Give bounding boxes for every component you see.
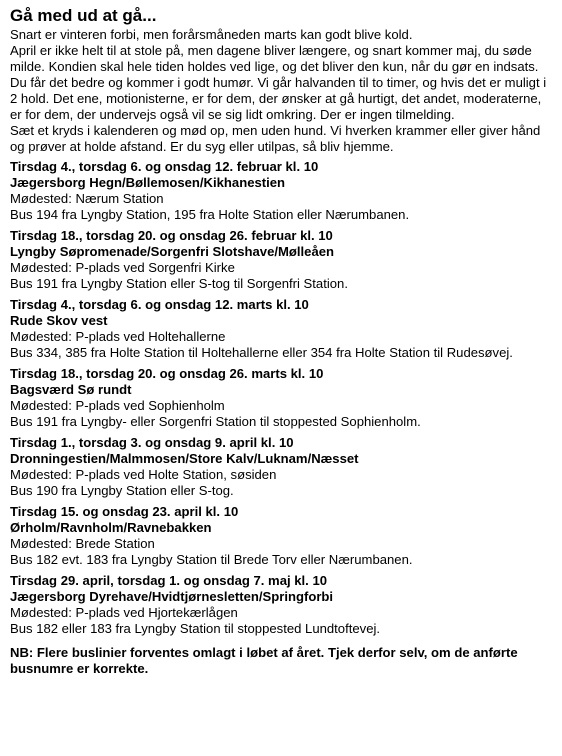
event-bus-info: Bus 194 fra Lyngby Station, 195 fra Holte Station eller Nærumbanen. (10, 207, 410, 222)
intro-paragraph: April er ikke helt til at stole på, men dagene bliver længere, og snart kommer maj, du søde milde. Kondien skal hele tiden holdes ved lige, og det bliver den kun, når du gør en indsats. Du får det bedre og kommer i godt humør. Vi går halvanden til to timer, og hvis det er muligt i 2 hold. Det ene, motionisterne, er for dem, der ønsker at gå hurtigt, det andet, moderaterne, er for dem, der undervejs også vil se sig lidt omkring. Der er ingen tilmelding. (10, 43, 547, 122)
event-date: Tirsdag 1., torsdag 3. og onsdag 9. april kl. 10 (10, 435, 294, 450)
event-item (10, 573, 552, 637)
event-date: Tirsdag 29. april, torsdag 1. og onsdag 7. maj kl. 10 (10, 573, 328, 588)
event-item (10, 366, 552, 430)
event-meeting-place: Mødested: Brede Station (10, 536, 155, 551)
event-bus-info: Bus 191 fra Lyngby- eller Sorgenfri Station til stoppested Sophienholm. (10, 414, 421, 429)
event-route: Bagsværd Sø rundt (10, 382, 132, 397)
event-route: Ørholm/Ravnholm/Ravnebakken (10, 520, 212, 535)
event-date: Tirsdag 15. og onsdag 23. april kl. 10 (10, 504, 239, 519)
intro-paragraph: Snart er vinteren forbi, men forårsmåneden marts kan godt blive kold. (10, 27, 413, 42)
event-list (10, 159, 552, 637)
event-date: Tirsdag 18., torsdag 20. og onsdag 26. marts kl. 10 (10, 366, 324, 381)
event-route: Lyngby Søpromenade/Sorgenfri Slotshave/Mølleåen (10, 244, 335, 259)
event-route: Jægersborg Hegn/Bøllemosen/Kikhanestien (10, 175, 286, 190)
event-item (10, 297, 552, 361)
intro-text (10, 27, 552, 155)
event-item (10, 159, 552, 223)
event-meeting-place: Mødested: P-plads ved Holte Station, søsiden (10, 467, 277, 482)
event-route: Dronningestien/Malmmosen/Store Kalv/Luknam/Næsset (10, 451, 359, 466)
intro-paragraph: Sæt et kryds i kalenderen og mød op, men uden hund. Vi hverken krammer eller giver hånd og prøver at holde afstand. Er du syg eller utilpas, så bliv hjemme. (10, 123, 541, 154)
event-meeting-place: Mødested: P-plads ved Sophienholm (10, 398, 225, 413)
event-item (10, 228, 552, 292)
event-date: Tirsdag 4., torsdag 6. og onsdag 12. marts kl. 10 (10, 297, 309, 312)
event-route: Jægersborg Dyrehave/Hvidtjørnesletten/Springforbi (10, 589, 334, 604)
event-meeting-place: Mødested: P-plads ved Hjortekærlågen (10, 605, 238, 620)
event-meeting-place: Mødested: P-plads ved Sorgenfri Kirke (10, 260, 235, 275)
event-meeting-place: Mødested: Nærum Station (10, 191, 164, 206)
event-bus-info: Bus 190 fra Lyngby Station eller S-tog. (10, 483, 234, 498)
event-item (10, 435, 552, 499)
bus-notice: NB: Flere buslinier forventes omlagt i løbet af året. Tjek derfor selv, om de anførte busnumre er korrekte. (10, 645, 518, 676)
event-item (10, 504, 552, 568)
event-date: Tirsdag 4., torsdag 6. og onsdag 12. februar kl. 10 (10, 159, 319, 174)
event-bus-info: Bus 191 fra Lyngby Station eller S-tog til Sorgenfri Station. (10, 276, 348, 291)
event-bus-info: Bus 182 evt. 183 fra Lyngby Station til Brede Torv eller Nærumbanen. (10, 552, 413, 567)
event-route: Rude Skov vest (10, 313, 108, 328)
page-title: Gå med ud at gå... (10, 6, 157, 25)
event-meeting-place: Mødested: P-plads ved Holtehallerne (10, 329, 226, 344)
event-date: Tirsdag 18., torsdag 20. og onsdag 26. februar kl. 10 (10, 228, 333, 243)
event-bus-info: Bus 334, 385 fra Holte Station til Holtehallerne eller 354 fra Holte Station til Rudesøvej. (10, 345, 513, 360)
event-bus-info: Bus 182 eller 183 fra Lyngby Station til stoppested Lundtoftevej. (10, 621, 381, 636)
